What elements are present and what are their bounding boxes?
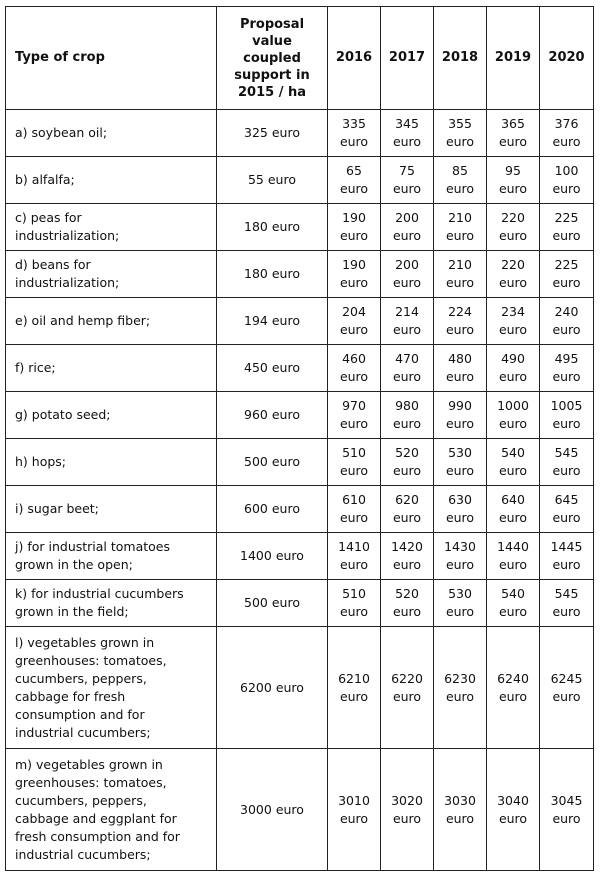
year-value-amount: 65 [346, 163, 362, 178]
year-value-unit: euro [445, 463, 475, 478]
crop-type-line: industrial cucumbers; [15, 724, 151, 740]
year-value-amount: 3020 [391, 792, 423, 808]
table-row [6, 157, 594, 204]
year-value-cell [328, 392, 381, 439]
year-value-unit: euro [339, 688, 369, 704]
year-value-cell [328, 298, 381, 345]
year-value-amount: 3030 [444, 792, 476, 808]
year-value-unit: euro [498, 369, 528, 384]
proposal-value-cell: 180 euro [217, 251, 328, 298]
year-value-unit: euro [392, 275, 422, 290]
year-value-cell [540, 749, 594, 871]
header-year-2017: 2017 [381, 7, 434, 110]
year-value-cell [328, 439, 381, 486]
year-value-amount: 3045 [550, 792, 583, 808]
table-row [6, 298, 594, 345]
crop-type-line: fresh consumption and for [15, 828, 180, 844]
year-value-cell [381, 345, 434, 392]
year-value-cell [434, 533, 487, 580]
crop-type-cell [6, 345, 217, 392]
year-value-amount: 460 [342, 351, 366, 366]
year-value-cell [540, 298, 594, 345]
year-value-unit: euro [339, 134, 369, 149]
year-value-amount: 530 [448, 586, 472, 601]
year-value-cell [487, 486, 540, 533]
year-value-cell [328, 110, 381, 157]
year-value-cell [540, 627, 594, 749]
year-value-amount: 6220 [391, 670, 423, 686]
year-value-unit: euro [392, 688, 422, 704]
proposal-value-cell: 500 euro [217, 580, 328, 627]
year-value-amount: 480 [448, 351, 472, 366]
table-row [6, 392, 594, 439]
year-value-cell [381, 486, 434, 533]
proposal-value-cell: 6200 euro [217, 627, 328, 749]
header-year-2018: 2018 [434, 7, 487, 110]
crop-type-cell [6, 580, 217, 627]
year-value-amount: 6210 [338, 670, 370, 686]
year-value-amount: 214 [395, 304, 419, 319]
year-value-amount: 6245 [550, 670, 583, 686]
crop-type-cell [6, 157, 217, 204]
year-value-unit: euro [445, 416, 475, 431]
table-row [6, 486, 594, 533]
year-value-cell [540, 251, 594, 298]
year-value-cell [487, 392, 540, 439]
year-value-cell [381, 204, 434, 251]
year-value-amount: 6230 [444, 670, 476, 686]
year-value-amount: 545 [554, 586, 579, 601]
year-value-amount: 190 [342, 257, 366, 272]
crop-type-line: k) for industrial cucumbers [15, 586, 184, 601]
year-value-unit: euro [445, 369, 475, 384]
year-value-unit: euro [552, 557, 581, 572]
year-value-amount: 470 [395, 351, 419, 366]
year-value-cell [487, 533, 540, 580]
year-value-unit: euro [552, 322, 581, 337]
year-value-amount: 210 [448, 210, 472, 225]
year-value-unit: euro [445, 510, 475, 525]
crop-type-line: e) oil and hemp fiber; [15, 313, 151, 328]
header-proposal-line: coupled [243, 50, 301, 66]
year-value-amount: 85 [452, 163, 468, 178]
proposal-value-cell: 600 euro [217, 486, 328, 533]
year-value-cell [434, 392, 487, 439]
year-value-cell [487, 157, 540, 204]
year-value-cell [381, 749, 434, 871]
year-value-cell [328, 627, 381, 749]
year-value-cell [540, 345, 594, 392]
year-value-amount: 540 [501, 586, 525, 601]
year-value-unit: euro [445, 181, 475, 196]
year-value-unit: euro [445, 810, 475, 826]
crop-type-line: c) peas for [15, 210, 82, 225]
proposal-value-cell: 1400 euro [217, 533, 328, 580]
year-value-amount: 610 [342, 492, 366, 507]
year-value-cell [434, 298, 487, 345]
header-proposal-line: value [252, 33, 292, 49]
crop-type-cell [6, 486, 217, 533]
year-value-amount: 1000 [497, 398, 529, 413]
header-year-2016: 2016 [328, 7, 381, 110]
year-value-cell [328, 749, 381, 871]
year-value-amount: 220 [501, 257, 525, 272]
crop-type-line: grown in the field; [15, 604, 129, 619]
year-value-unit: euro [498, 463, 528, 478]
year-value-cell [381, 392, 434, 439]
crop-type-cell [6, 251, 217, 298]
year-value-unit: euro [498, 604, 528, 619]
year-value-cell [381, 533, 434, 580]
year-value-unit: euro [552, 416, 581, 431]
crop-type-cell [6, 533, 217, 580]
table-row [6, 439, 594, 486]
year-value-amount: 220 [501, 210, 525, 225]
crop-type-line: j) for industrial tomatoes [15, 539, 171, 554]
year-value-cell [487, 439, 540, 486]
year-value-amount: 225 [554, 257, 579, 272]
crop-type-line: g) potato seed; [15, 407, 111, 422]
year-value-unit: euro [339, 181, 369, 196]
crop-type-cell [6, 627, 217, 749]
year-value-unit: euro [498, 557, 528, 572]
table-row [6, 749, 594, 871]
year-value-unit: euro [445, 688, 475, 704]
crop-type-cell [6, 110, 217, 157]
year-value-cell [540, 204, 594, 251]
year-value-unit: euro [445, 134, 475, 149]
year-value-unit: euro [392, 463, 422, 478]
year-value-cell [434, 110, 487, 157]
year-value-amount: 495 [554, 351, 579, 366]
year-value-unit: euro [339, 275, 369, 290]
year-value-unit: euro [445, 322, 475, 337]
year-value-amount: 645 [554, 492, 579, 507]
year-value-amount: 3010 [338, 792, 370, 808]
year-value-cell [381, 580, 434, 627]
crop-type-cell [6, 298, 217, 345]
crop-type-line: l) vegetables grown in [15, 634, 155, 650]
header-year-2019: 2019 [487, 7, 540, 110]
year-value-amount: 520 [395, 445, 419, 460]
year-value-cell [540, 486, 594, 533]
year-value-amount: 240 [554, 304, 579, 319]
year-value-amount: 540 [501, 445, 525, 460]
year-value-unit: euro [445, 228, 475, 243]
year-value-unit: euro [498, 688, 528, 704]
year-value-cell [487, 251, 540, 298]
year-value-unit: euro [552, 275, 581, 290]
year-value-unit: euro [552, 510, 581, 525]
year-value-amount: 6240 [497, 670, 529, 686]
crop-type-line: industrial cucumbers; [15, 846, 151, 862]
year-value-cell [328, 486, 381, 533]
year-value-unit: euro [552, 134, 581, 149]
year-value-unit: euro [392, 510, 422, 525]
year-value-cell [487, 298, 540, 345]
crop-type-line: grown in the open; [15, 557, 133, 572]
year-value-cell [540, 439, 594, 486]
year-value-unit: euro [552, 810, 581, 826]
proposal-value-cell: 960 euro [217, 392, 328, 439]
year-value-cell [381, 627, 434, 749]
year-value-amount: 630 [448, 492, 472, 507]
year-value-cell [487, 580, 540, 627]
table-row [6, 627, 594, 749]
year-value-cell [434, 627, 487, 749]
header-proposal-line: Proposal [239, 16, 305, 32]
year-value-amount: 1410 [338, 539, 370, 554]
crop-type-line: industrialization; [15, 228, 120, 243]
proposal-value-cell: 450 euro [217, 345, 328, 392]
year-value-cell [540, 157, 594, 204]
year-value-unit: euro [552, 228, 581, 243]
crop-type-line: cucumbers, peppers, [15, 670, 147, 686]
year-value-amount: 490 [501, 351, 525, 366]
proposal-value-cell: 3000 euro [217, 749, 328, 871]
year-value-cell [434, 204, 487, 251]
year-value-unit: euro [392, 134, 422, 149]
header-proposal-line: support in [234, 67, 310, 83]
year-value-amount: 1445 [550, 539, 583, 554]
year-value-cell [328, 533, 381, 580]
year-value-unit: euro [339, 463, 369, 478]
crop-type-line: m) vegetables grown in [15, 756, 163, 772]
year-value-unit: euro [339, 228, 369, 243]
year-value-amount: 970 [342, 398, 366, 413]
year-value-unit: euro [552, 688, 581, 704]
crop-type-line: greenhouses: tomatoes, [15, 774, 167, 790]
year-value-amount: 640 [501, 492, 525, 507]
crop-type-line: greenhouses: tomatoes, [15, 652, 167, 668]
crop-type-line: d) beans for [15, 257, 91, 272]
year-value-cell [434, 580, 487, 627]
year-value-amount: 345 [395, 116, 419, 131]
year-value-cell [487, 345, 540, 392]
year-value-unit: euro [552, 604, 581, 619]
table-row [6, 204, 594, 251]
year-value-cell [381, 298, 434, 345]
crop-type-line: h) hops; [15, 454, 67, 469]
year-value-cell [540, 110, 594, 157]
year-value-cell [434, 345, 487, 392]
year-value-unit: euro [552, 181, 581, 196]
year-value-cell [540, 392, 594, 439]
year-value-amount: 75 [399, 163, 415, 178]
year-value-unit: euro [498, 810, 528, 826]
table-row [6, 345, 594, 392]
year-value-cell [540, 533, 594, 580]
year-value-amount: 620 [395, 492, 419, 507]
year-value-amount: 95 [505, 163, 521, 178]
year-value-cell [434, 749, 487, 871]
table-row [6, 533, 594, 580]
crop-rows [6, 110, 594, 871]
year-value-cell [540, 580, 594, 627]
year-value-cell [487, 204, 540, 251]
year-value-amount: 224 [448, 304, 472, 319]
year-value-unit: euro [498, 134, 528, 149]
year-value-amount: 510 [342, 445, 366, 460]
header-year-2020: 2020 [540, 7, 594, 110]
crop-type-line: cucumbers, peppers, [15, 792, 147, 808]
year-value-amount: 990 [448, 398, 472, 413]
year-value-amount: 225 [554, 210, 579, 225]
year-value-unit: euro [445, 557, 475, 572]
year-value-amount: 200 [395, 257, 419, 272]
table-row [6, 580, 594, 627]
year-value-unit: euro [339, 604, 369, 619]
year-value-unit: euro [392, 416, 422, 431]
year-value-unit: euro [445, 275, 475, 290]
crop-type-cell [6, 392, 217, 439]
proposal-value-cell: 500 euro [217, 439, 328, 486]
year-value-amount: 520 [395, 586, 419, 601]
year-value-unit: euro [445, 604, 475, 619]
year-value-amount: 1005 [550, 398, 583, 413]
year-value-amount: 335 [342, 116, 366, 131]
crop-type-cell [6, 439, 217, 486]
proposal-value-cell: 180 euro [217, 204, 328, 251]
crop-type-line: b) alfalfa; [15, 172, 75, 187]
year-value-unit: euro [498, 510, 528, 525]
header-row [6, 7, 594, 110]
year-value-cell [487, 749, 540, 871]
year-value-unit: euro [552, 369, 581, 384]
year-value-amount: 1440 [497, 539, 529, 554]
crop-type-line: i) sugar beet; [15, 501, 99, 516]
crop-type-line: f) rice; [15, 360, 56, 375]
year-value-amount: 1430 [444, 539, 476, 554]
crop-type-line: cabbage and eggplant for [15, 810, 177, 826]
year-value-unit: euro [392, 369, 422, 384]
year-value-cell [434, 439, 487, 486]
year-value-unit: euro [339, 810, 369, 826]
year-value-amount: 980 [395, 398, 419, 413]
year-value-cell [487, 627, 540, 749]
year-value-amount: 210 [448, 257, 472, 272]
year-value-amount: 530 [448, 445, 472, 460]
year-value-amount: 355 [448, 116, 472, 131]
crop-type-cell [6, 204, 217, 251]
year-value-amount: 204 [342, 304, 366, 319]
year-value-unit: euro [339, 510, 369, 525]
year-value-amount: 3040 [497, 792, 529, 808]
year-value-unit: euro [498, 181, 528, 196]
year-value-unit: euro [392, 228, 422, 243]
year-value-amount: 365 [501, 116, 525, 131]
year-value-cell [328, 251, 381, 298]
year-value-unit: euro [552, 463, 581, 478]
year-value-amount: 376 [554, 116, 579, 131]
year-value-unit: euro [392, 181, 422, 196]
year-value-cell [328, 345, 381, 392]
header-proposal-value [217, 7, 328, 110]
year-value-amount: 510 [342, 586, 366, 601]
crop-type-line: industrialization; [15, 275, 120, 290]
year-value-unit: euro [392, 810, 422, 826]
crop-type-line: consumption and for [15, 706, 145, 722]
crop-type-cell [6, 749, 217, 871]
table-row [6, 251, 594, 298]
proposal-value-cell: 194 euro [217, 298, 328, 345]
year-value-unit: euro [392, 604, 422, 619]
year-value-amount: 200 [395, 210, 419, 225]
table-row [6, 110, 594, 157]
year-value-unit: euro [339, 369, 369, 384]
year-value-unit: euro [339, 416, 369, 431]
year-value-cell [328, 204, 381, 251]
year-value-amount: 1420 [391, 539, 423, 554]
year-value-amount: 545 [554, 445, 579, 460]
year-value-unit: euro [392, 557, 422, 572]
year-value-cell [381, 439, 434, 486]
year-value-cell [381, 157, 434, 204]
year-value-amount: 234 [501, 304, 525, 319]
year-value-unit: euro [339, 557, 369, 572]
crop-support-table [5, 6, 594, 871]
year-value-cell [381, 110, 434, 157]
year-value-cell [434, 157, 487, 204]
header-type-of-crop: Type of crop [6, 7, 217, 110]
year-value-cell [328, 157, 381, 204]
year-value-unit: euro [339, 322, 369, 337]
year-value-cell [434, 251, 487, 298]
proposal-value-cell: 55 euro [217, 157, 328, 204]
year-value-unit: euro [498, 275, 528, 290]
year-value-unit: euro [498, 416, 528, 431]
proposal-value-cell: 325 euro [217, 110, 328, 157]
year-value-unit: euro [498, 322, 528, 337]
crop-type-line: a) soybean oil; [15, 125, 108, 140]
crop-type-line: cabbage for fresh [15, 688, 126, 704]
year-value-amount: 190 [342, 210, 366, 225]
year-value-cell [487, 110, 540, 157]
year-value-cell [328, 580, 381, 627]
year-value-amount: 100 [554, 163, 579, 178]
year-value-cell [434, 486, 487, 533]
year-value-unit: euro [498, 228, 528, 243]
year-value-unit: euro [392, 322, 422, 337]
header-proposal-line: 2015 / ha [237, 84, 306, 100]
year-value-cell [381, 251, 434, 298]
